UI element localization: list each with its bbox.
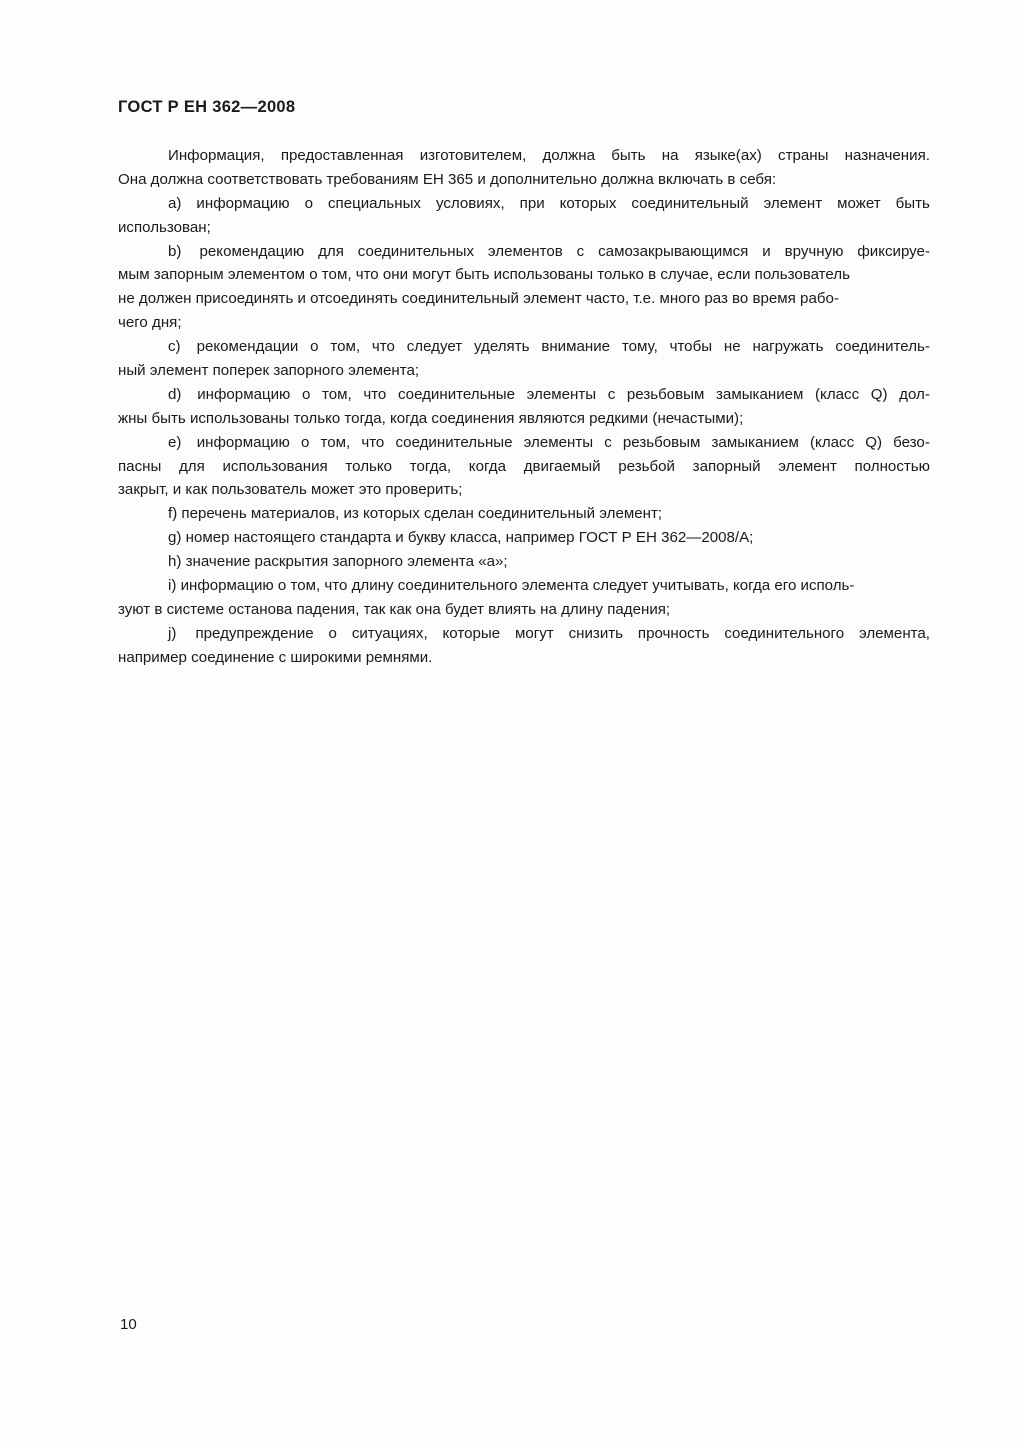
list-item-line: чего дня; — [118, 314, 182, 332]
list-item — [118, 526, 930, 550]
text-word: тому, — [621, 338, 658, 356]
text-word: том, — [330, 338, 361, 356]
text-word: самозакрывающимся — [598, 242, 749, 260]
text-word: быть — [611, 147, 646, 164]
text-word: для — [179, 457, 205, 475]
list-item-line: жны быть использованы только тогда, когда соединения являются редкими (нечастыми); — [118, 409, 744, 427]
text-word: нагружать — [752, 338, 824, 356]
text-word: предупреждение — [191, 624, 314, 642]
text-word: элементы — [523, 433, 594, 451]
text-word: элементы — [526, 385, 597, 403]
list-item-line: зуют в системе останова падения, так как она будет влиять на длину падения; — [118, 600, 671, 618]
list-item-line — [118, 431, 930, 455]
text-word: с — [607, 385, 616, 403]
list-item-line — [118, 240, 930, 264]
text-word: что — [363, 385, 387, 403]
text-word: элемент — [763, 194, 823, 212]
list-item-line: закрыт, и как пользователь может это проверить; — [118, 481, 463, 499]
text-word: для — [318, 242, 344, 260]
text-word: j) — [168, 624, 177, 642]
text-word: том, — [320, 433, 351, 451]
text-word: предоставленная — [280, 147, 404, 164]
text-word: уделять — [473, 338, 530, 356]
text-word: тогда, — [409, 457, 452, 475]
text-word: которых — [559, 194, 617, 212]
text-word: которые — [442, 624, 501, 642]
text-word: Q) — [870, 385, 888, 403]
intro-paragraph — [118, 144, 930, 192]
text-word: использования — [222, 457, 328, 475]
text-word: языке(ах) — [694, 147, 762, 164]
text-word: (класс — [815, 385, 860, 403]
list-item — [118, 431, 930, 503]
list-item-line: ный элемент поперек запорного элемента; — [118, 362, 420, 380]
text-word: внимание — [541, 338, 611, 356]
text-word: рекомендации — [192, 338, 299, 356]
text-word: вручную — [784, 242, 844, 260]
text-word: элементов — [487, 242, 563, 260]
text-word: дол- — [899, 385, 930, 403]
list-item — [118, 502, 930, 526]
text-word: о — [328, 624, 337, 642]
list-item-line: не должен присоединять и отсоединять соединительный элемент часто, т.е. много раз во время рабо- — [118, 290, 839, 308]
text-word: соединительный — [631, 194, 749, 212]
text-word: с — [576, 242, 585, 260]
text-word: резьбой — [618, 457, 675, 475]
list-item — [118, 240, 930, 336]
text-word: соединительные — [397, 385, 516, 403]
text-word: полностью — [854, 457, 930, 475]
text-word: Q) — [865, 433, 883, 451]
text-word: что — [361, 433, 385, 451]
text-word: о — [310, 338, 319, 356]
text-word: страны — [778, 147, 829, 164]
list-item — [118, 574, 930, 622]
text-word: и — [762, 242, 771, 260]
text-word: о — [301, 385, 311, 403]
list-item-line: f) перечень материалов, из которых сделан соединительный элемент; — [168, 505, 663, 523]
text-word: рекомендацию — [195, 242, 305, 260]
text-word: запорный — [692, 457, 761, 475]
text-word: о — [300, 433, 310, 451]
list-item-line: g) номер настоящего стандарта и букву класса, например ГОСТ Р ЕН 362—2008/А; — [168, 529, 754, 547]
list-item-line — [118, 622, 930, 646]
text-word: резьбовым — [622, 433, 701, 451]
text-word: изготовителем, — [419, 147, 527, 164]
list-item-line: мым запорным элементом о том, что они могут быть использованы только в случае, если пользователь — [118, 266, 850, 284]
text-word: не — [723, 338, 741, 356]
text-word: Информация, — [168, 147, 265, 164]
text-word: c) — [168, 338, 181, 356]
text-word: безо- — [893, 433, 930, 451]
text-word: когда — [468, 457, 506, 475]
text-word: замыканием — [711, 433, 799, 451]
standard-header: ГОСТ Р ЕН 362—2008 — [118, 98, 296, 116]
text-word: b) — [168, 242, 182, 260]
page-number: 10 — [120, 1316, 137, 1333]
text-word: информацию — [196, 194, 290, 212]
text-word: специальных — [327, 194, 421, 212]
text-word: что — [371, 338, 395, 356]
document-body — [118, 144, 930, 670]
text-word: может — [837, 194, 881, 212]
text-word: e) — [168, 433, 182, 451]
text-word: с — [604, 433, 612, 451]
text-word: d) — [168, 385, 182, 403]
text-word: информацию — [192, 433, 290, 451]
text-word: фиксируе- — [857, 242, 930, 260]
text-word: элемент — [778, 457, 837, 475]
text-word: при — [519, 194, 545, 212]
text-word: соединительных — [357, 242, 475, 260]
list-item — [118, 550, 930, 574]
list-item — [118, 335, 930, 383]
text-word: соединительные — [395, 433, 513, 451]
list-item-line: i) информацию о том, что длину соединительного элемента следует учитывать, когда его исполь- — [168, 577, 855, 595]
text-word: о — [304, 194, 313, 212]
paragraph-line: Она должна соответствовать требованиям ЕН 365 и дополнительно должна включать в себя: — [118, 170, 777, 188]
text-word: назначения. — [844, 147, 930, 164]
text-word: быть — [895, 194, 930, 212]
text-word: соединительного — [724, 624, 845, 642]
list-item — [118, 622, 930, 670]
list-item — [118, 192, 930, 240]
text-word: a) — [168, 194, 182, 212]
text-word: должна — [542, 147, 596, 164]
text-word: резьбовым — [626, 385, 705, 403]
list-item-line: например соединение с широкими ремнями. — [118, 648, 433, 666]
text-word: прочность — [637, 624, 710, 642]
text-word: элемента, — [858, 624, 930, 642]
list-item — [118, 383, 930, 431]
text-word: чтобы — [669, 338, 713, 356]
text-word: (класс — [810, 433, 855, 451]
text-word: следует — [406, 338, 463, 356]
text-word: условиях, — [435, 194, 505, 212]
text-word: на — [661, 147, 679, 164]
list-item-line — [118, 192, 930, 216]
text-word: только — [345, 457, 393, 475]
text-word: том, — [322, 385, 352, 403]
list-item-line: h) значение раскрытия запорного элемента «а»; — [168, 553, 508, 571]
text-word: могут — [514, 624, 554, 642]
text-word: двигаемый — [523, 457, 601, 475]
list-item-line — [118, 383, 930, 407]
text-word: информацию — [193, 385, 291, 403]
text-word: замыканием — [716, 385, 804, 403]
text-word: соединитель- — [835, 338, 930, 356]
text-word: снизить — [568, 624, 624, 642]
text-word: пасны — [118, 457, 162, 475]
list-item-line — [118, 335, 930, 359]
text-word: ситуациях, — [351, 624, 428, 642]
list-item-line: использован; — [118, 218, 211, 236]
paragraph-line — [118, 144, 930, 168]
list-item-line — [118, 455, 930, 479]
